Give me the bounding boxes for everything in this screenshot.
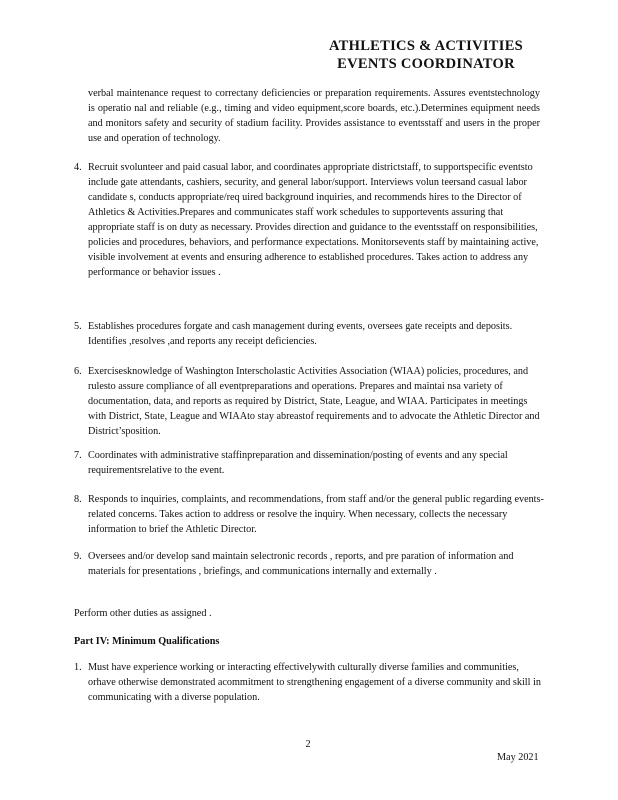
document-title-line-2: EVENTS COORDINATOR <box>337 56 515 72</box>
revision-date: May 2021 <box>497 752 539 763</box>
list-item-number: 4. <box>74 162 82 173</box>
document-title-line-1: ATHLETICS & ACTIVITIES <box>328 38 524 54</box>
list-item-number: 8. <box>74 494 82 505</box>
list-item-number: 6. <box>74 366 82 377</box>
list-item-7 <box>74 448 544 478</box>
list-item-number: 5. <box>74 321 82 332</box>
list-item-text: Responds to inquiries, complaints, and recommendations, from staff and/or the general public regarding events-related concerns. Takes action to address or resolve the inquiry. When necessary, collects the necessary information to brief the Athletic Director. <box>88 494 544 535</box>
continuation-paragraph: verbal maintenance request to correctany deficiencies or preparation requirements. Assures eventstechnology is operatio nal and reliable (e.g., timing and video equipment,score boards, etc.).Determines equipment needs and monitors safety and security of stadium facility. Provides assistance to eventsstaff and users in the proper use and operation of technology. <box>88 88 540 144</box>
page-number: 2 <box>305 739 311 750</box>
list-item-text: Oversees and/or develop sand maintain selectronic records , reports, and pre paration of information and materials for presentations , briefings, and communications internally and externally . <box>88 551 514 577</box>
list-item-number: 1. <box>74 662 82 673</box>
list-item-text: Establishes procedures forgate and cash management during events, oversees gate receipts and deposits. Identifies ,resolves ,and reports any receipt deficiencies. <box>88 321 513 347</box>
list-item-4 <box>74 160 544 280</box>
list-item-text: Exercisesknowledge of Washington Interscholastic Activities Association (WIAA) policies, procedures, and rulesto assure compliance of all eventpreparations and operations. Prepares and maintai nsa variety of documentation, data, and reports as required by District, State, League, and WIAA. Participates in meetings with District, State, League and WIAAto stay abreastof requirements and to advocate the Athletic Director and District’sposition. <box>88 366 540 437</box>
list-item-text: Must have experience working or interacting effectivelywith culturally diverse families and communities, orhave otherwise demonstrated acommitment to strengthening engagement of a diverse community and skill in communicating with a diverse population. <box>88 662 541 703</box>
list-item-9 <box>74 549 544 579</box>
section-heading: Part IV: Minimum Qualifications <box>74 636 220 647</box>
list-item-text: Coordinates with administrative staffinpreparation and dissemination/posting of events and any special requirementsrelative to the event. <box>88 450 508 476</box>
list-item-8 <box>74 492 544 537</box>
list-item-number: 9. <box>74 551 82 562</box>
qualification-item-1 <box>74 660 544 705</box>
list-item-text: Recruit svolunteer and paid casual labor, and coordinates appropriate districtstaff, to supportspecific eventsto include gate attendants, cashiers, security, and general labor/support. Interviews volun teersand casual labor candidate s, conducts appropriate/req uired background inquiries, and recommends hires to the Director of Athletics & Activities.Prepares and communicates staff work schedules to supportevents assuring that appropriate staff is on duty as necessary. Provides direction and guidance to the eventsstaff on responsibilities, policies and procedures, behaviors, and performance expectations. Monitorsevents staff by maintaining active, visible involvement at events and ensuring adherence to established procedures. Takes action to address any performance or behavior issues . <box>88 162 539 278</box>
list-item-number: 7. <box>74 450 82 461</box>
list-item-5 <box>74 319 544 349</box>
list-item-6 <box>74 364 544 439</box>
other-duties-text: Perform other duties as assigned . <box>74 608 212 619</box>
